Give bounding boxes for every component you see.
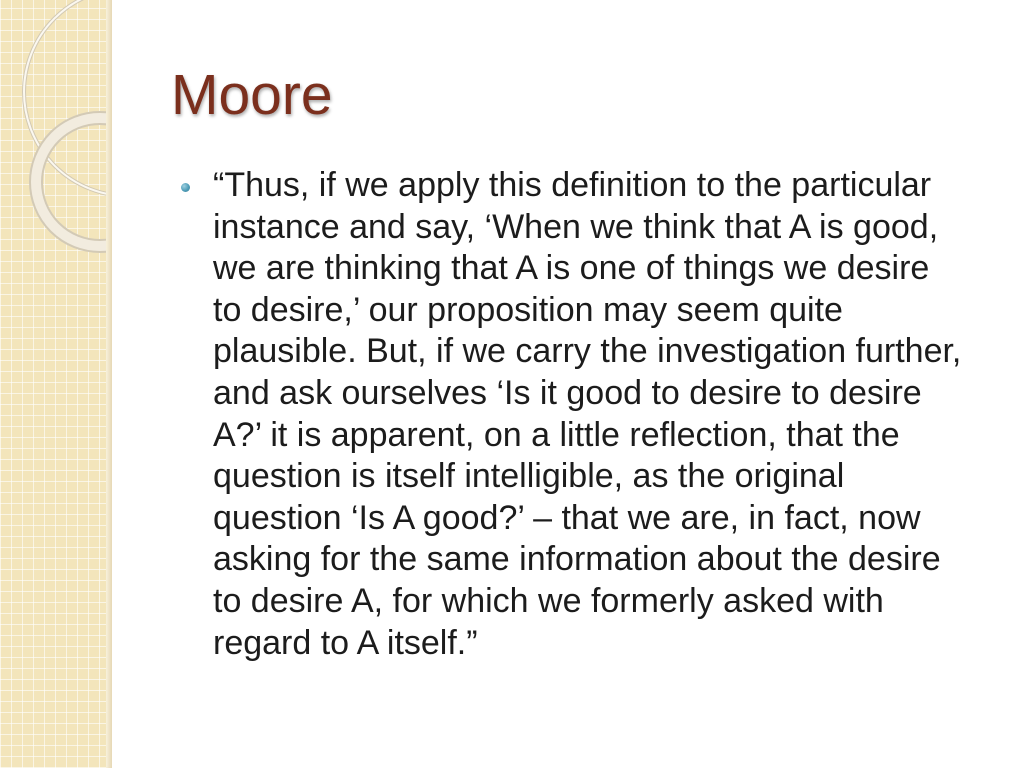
bullet-dot-icon [181,183,190,192]
quote-line: and ask ourselves ‘Is it good to desire to desire [213,373,922,412]
quote-line: question ‘Is A good?’ – that we are, in fact, now [213,498,921,537]
quote-line: we are thinking that A is one of things we desire [213,249,930,288]
quote-line: instance and say, ‘When we think that A is good, [213,207,939,246]
quote-line: plausible. But, if we carry the investigation further, [213,332,962,371]
quote-line: regard to A itself.” [213,623,478,662]
quote-line: to desire A, for which we formerly asked with [213,581,884,620]
sidebar-edge [106,0,112,768]
quote-line: to desire,’ our proposition may seem quite [213,290,843,329]
quote-line: “Thus, if we apply this definition to the particular [213,166,932,204]
decorative-sidebar [0,0,112,768]
quote-line: A?’ it is apparent, on a little reflection, that the [213,415,900,454]
list-item [213,165,961,664]
quote-line: asking for the same information about the desire [213,540,941,579]
quote-text [213,165,961,664]
bullet-list [213,165,961,664]
quote-line: question is itself intelligible, as the original [213,457,845,496]
slide-title: Moore [171,63,333,127]
decorative-rings [0,0,112,768]
